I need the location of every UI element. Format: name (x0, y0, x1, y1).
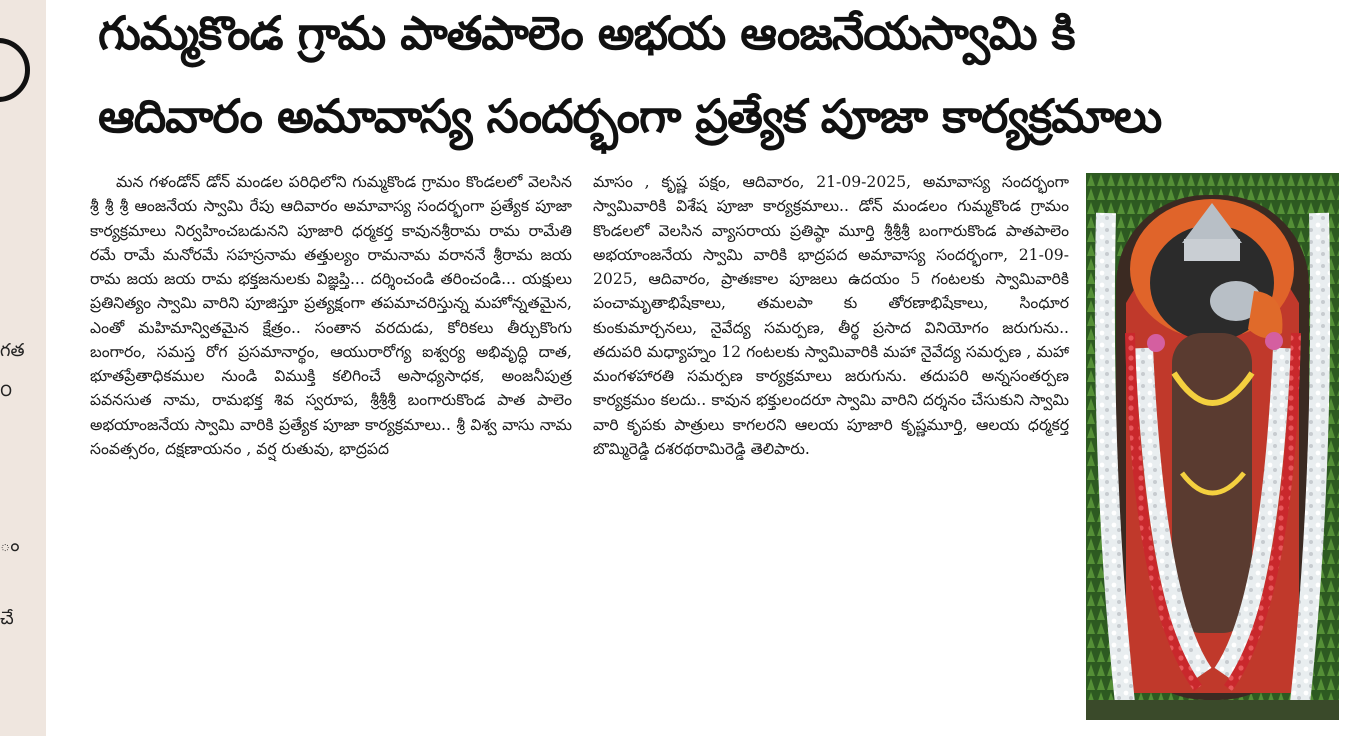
deity-photo (1086, 173, 1339, 720)
article-column-2: మాసం , కృష్ణ పక్షం, ఆదివారం, 21-09-2025, అమావాస్య సందర్భంగా స్వామివారికి విశేష పూజా కార్యక్రమాలు.. డోన్ మండలం గుమ్మకొండ గ్రామం కొండలలో వెలసిన వ్యాసరాయ ప్రతిష్ఠా మూర్తి శ్రీశ్రీశ్రీ బంగారుకొండ పాతపాలెం అభయాంజనేయ స్వామి వారికి భాద్రపద అమావాస్య సందర్భంగా, 21-09-2025, ఆదివారం, ప్రాతఃకాల పూజలు ఉదయం 5 గంటలకు స్వామివారికి పంచామృతాభిషేకాలు, తమలపా కు తోరణాభిషేకాలు, సింధూర కుంకుమార్చనలు, నైవేద్య సమర్పణ, తీర్థ ప్రసాద వినియోగం జరుగును.. తదుపరి మధ్యాహ్నం 12 గంటలకు స్వామివారికి మహా నైవేద్య సమర్పణ , మహా మంగళహారతి సమర్పణ కార్యక్రమాలు జరుగును. తదుపరి అన్నసంతర్పణ కార్యక్రమం కలదు.. కావున భక్తులందరూ స్వామి వారిని దర్శనం చేసుకుని స్వామి వారి కృపకు పాత్రులు కాగలరని ఆలయ పూజారి కృష్ణమూర్తి, ఆలయ ధర్మకర్త బొమ్మిరెడ్డి దశరథరామిరెడ్డి తెలిపారు. (593, 173, 1069, 458)
headline-line-1: గుమ్మకొండ గ్రామ పాతపాలెం అభయ ఆంజనేయస్వామి కి (98, 6, 1075, 60)
strip-text-fragment: గత (0, 340, 25, 361)
previous-column-strip (0, 0, 46, 736)
article-column-1: మన గళండోన్ డోన్ మండల పరిధిలోని గుమ్మకొండ గ్రామం కొండలలో వెలసిన శ్రీ శ్రీ శ్రీ ఆంజనేయ స్వామి రేపు ఆదివారం అమావాస్య సందర్భంగా ప్రత్యేక పూజా కార్యక్రమాలు నిర్వహించబడునని పూజారి ధర్మకర్త కావునశ్రీరామ రామ రామేతి రమే రామే మనోరమే సహస్రనామ తత్తుల్యం రామనామ వరాననే శ్రీరామ జయ రామ జయ జయ రామ భక్తజనులకు విజ్ఞప్తి... దర్శించండి తరించండి... యక్షులు ప్రతినిత్యం స్వామి వారిని పూజిస్తూ ప్రత్యక్షంగా తపమాచరిస్తున్న మహోన్నతమైన, ఎంతో మహిమాన్వితమైన క్షేత్రం.. సంతాన వరదుడు, కోరికలు తీర్చుకొంగు బంగారం, సమస్త రోగ ప్రసమానార్థం, ఆయురారోగ్య ఐశ్వర్య అభివృద్ధి దాత, భూతప్రేతాధికముల నుండి విముక్తి కలిగించే అసాధ్యసాధక, అంజనీపుత్ర పవనసుత నామ, రామభక్త శివ స్వరూప, శ్రీశ్రీశ్రీ బంగారుకొండ పాత పాలెం అభయాంజనేయ స్వామి వారికి ప్రత్యేక పూజా కార్యక్రమాలు.. శ్రీ విశ్వ వాసు నామ సంవత్సరం, దక్షణాయనం , వర్ష రుతువు, భాద్రపద (90, 173, 572, 458)
strip-text-fragment: చే (0, 608, 14, 629)
circle-glyph-fragment (0, 38, 30, 102)
strip-text-fragment: ం (0, 535, 20, 556)
strip-text-fragment: ౦ (0, 380, 13, 401)
headline-line-2: ఆదివారం అమావాస్య సందర్భంగా ప్రత్యేక పూజా కార్యక్రమాలు (98, 89, 1162, 143)
